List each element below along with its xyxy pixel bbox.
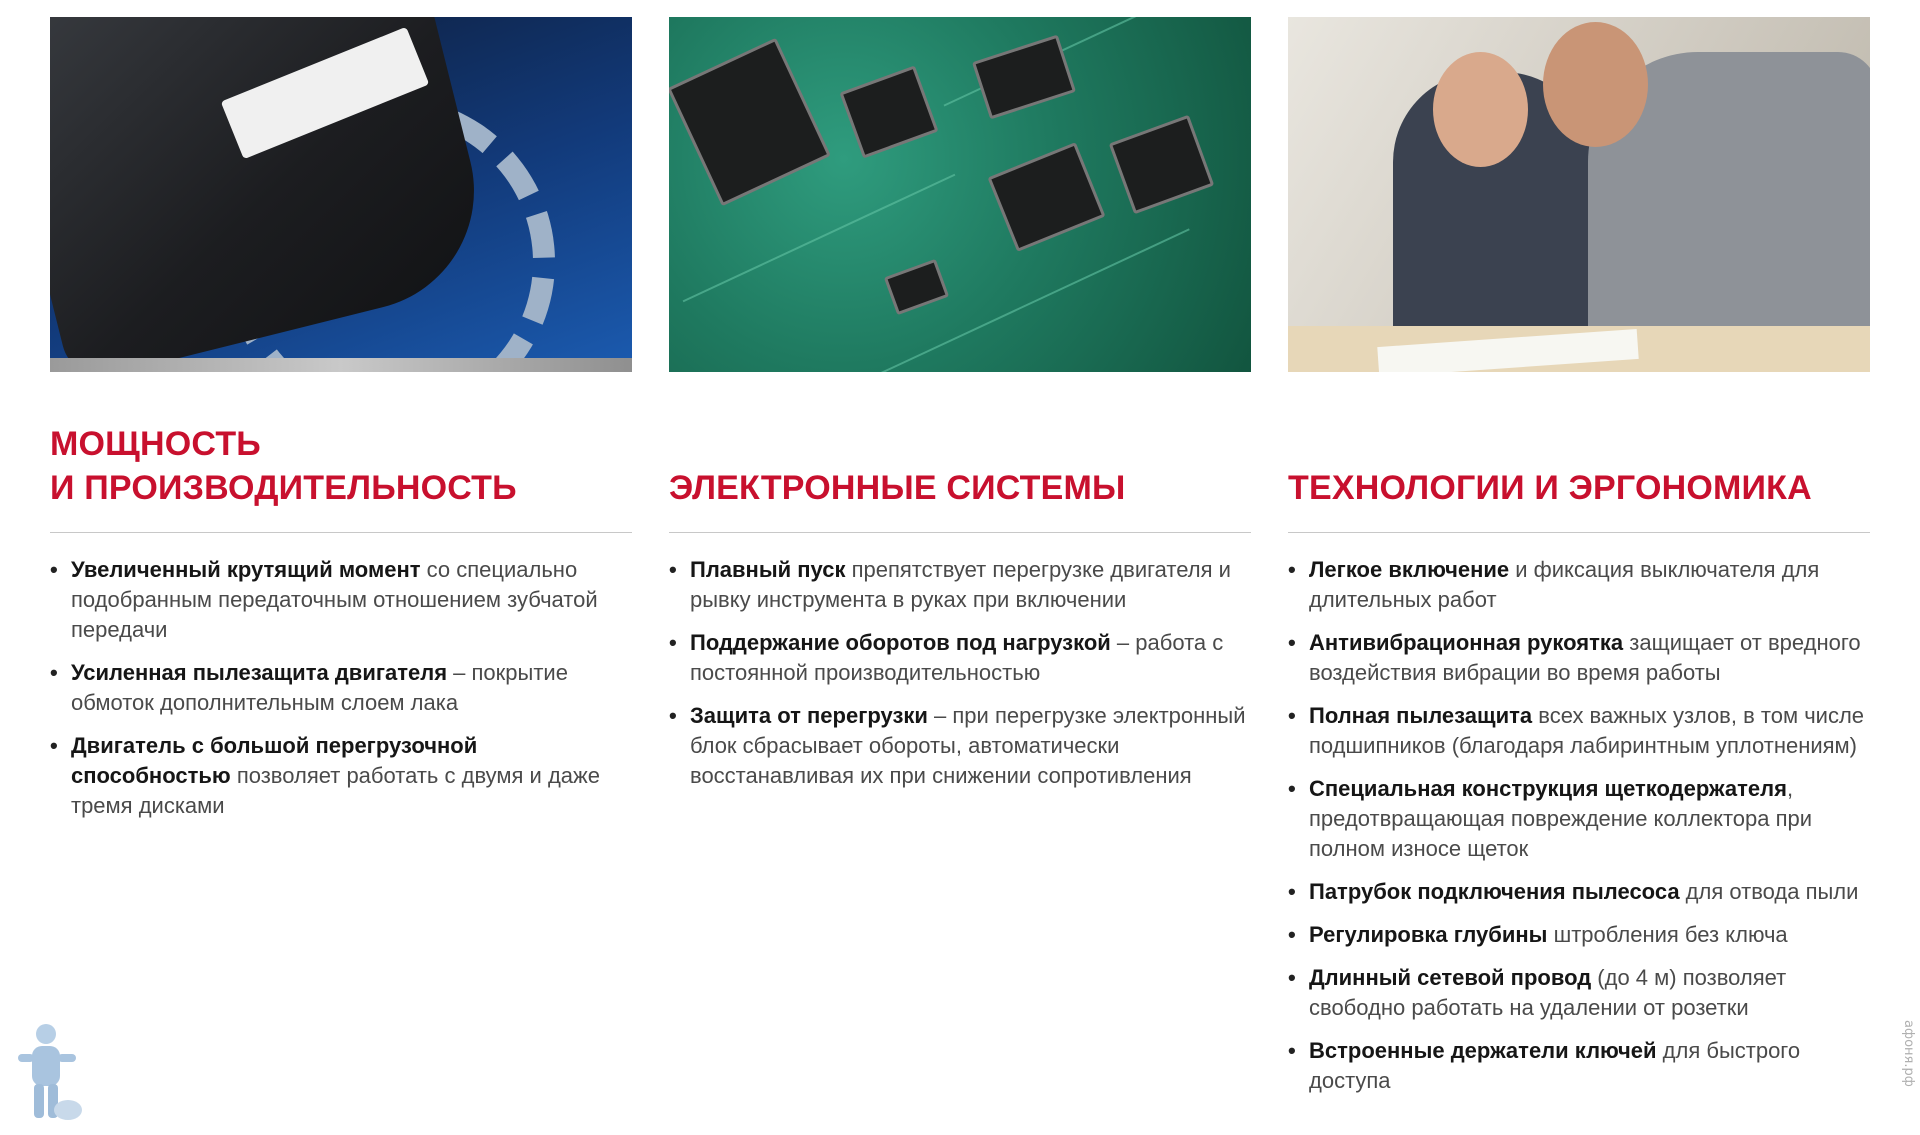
pcb-chip — [839, 65, 938, 158]
feature-title: Специальная конструкция щеткодержателя — [1309, 776, 1787, 801]
feature-item — [1288, 1036, 1870, 1096]
feature-column-ergonomics — [1288, 17, 1870, 1109]
feature-title: Усиленная пылезащита двигателя — [71, 660, 448, 685]
feature-title: Поддержание оборотов под нагрузкой — [690, 630, 1111, 655]
pcb-chip — [669, 38, 831, 207]
feature-title: Двигатель с большой перегрузочной способностью — [71, 733, 478, 788]
pcb-chip — [972, 35, 1076, 120]
feature-item — [1288, 920, 1870, 950]
feature-item — [1288, 774, 1870, 864]
feature-text: для отвода пыли — [1679, 879, 1859, 904]
feature-title: Встроенные держатели ключей — [1309, 1038, 1657, 1063]
feature-title: Патрубок подключения пылесоса — [1309, 879, 1680, 904]
site-watermark: афоня.рф — [1901, 1020, 1916, 1087]
heading-wrap — [50, 402, 632, 510]
feature-item — [50, 731, 632, 821]
feature-title: Увеличенный крутящий момент — [71, 557, 421, 582]
feature-item — [1288, 701, 1870, 761]
heading-divider — [50, 532, 632, 533]
feature-text: штробления без ключа — [1547, 922, 1788, 947]
feature-item — [50, 555, 632, 645]
feature-title: Длинный сетевой провод — [1309, 965, 1592, 990]
feature-text: (до 4 м) позволяет свободно работать на удалении от розетки — [1309, 965, 1787, 1020]
feature-title: Плавный пуск — [690, 557, 846, 582]
column-heading — [1288, 466, 1812, 510]
heading-divider — [669, 532, 1251, 533]
feature-text: – работа с постоянной производительностью — [690, 630, 1224, 685]
feature-text: препятствует перегрузке двигателя и рывку инструмента в руках при включении — [690, 557, 1231, 612]
feature-text: защищает от вредного воздействия вибрации во время работы — [1309, 630, 1861, 685]
power-tool-photo — [50, 17, 632, 372]
feature-text: – при перегрузке электронный блок сбрасывает обороты, автоматически восстанавливая их при снижении сопротивления — [690, 703, 1246, 788]
feature-item — [669, 555, 1251, 615]
feature-list — [669, 555, 1251, 791]
feature-item — [669, 628, 1251, 688]
feature-text: со специально подобранным передаточным отношением зубчатой передачи — [71, 557, 598, 642]
pcb-chip — [884, 259, 949, 315]
column-heading — [669, 466, 1126, 510]
feature-title: Легкое включение — [1309, 557, 1510, 582]
feature-column-power — [50, 17, 632, 834]
pcb-chip — [1109, 115, 1215, 215]
column-heading — [50, 422, 517, 510]
feature-text: – покрытие обмоток дополнительным слоем лака — [71, 660, 568, 715]
workshop-photo — [1288, 17, 1870, 372]
heading-line: МОЩНОСТЬ — [50, 425, 261, 463]
pcb-chip — [987, 142, 1105, 252]
heading-line: ЭЛЕКТРОННЫЕ СИСТЕМЫ — [669, 469, 1126, 507]
heading-line: ТЕХНОЛОГИИ И ЭРГОНОМИКА — [1288, 469, 1812, 507]
feature-column-electronics — [669, 17, 1251, 804]
feature-item — [50, 658, 632, 718]
heading-divider — [1288, 532, 1870, 533]
heading-wrap — [1288, 402, 1870, 510]
feature-title: Антивибрационная рукоятка — [1309, 630, 1624, 655]
feature-text: всех важных узлов, в том числе подшипников (благодаря лабиринтным уплотнениям) — [1309, 703, 1865, 758]
plumber-mascot-icon — [8, 1020, 84, 1126]
feature-list — [1288, 555, 1870, 1096]
feature-item — [669, 701, 1251, 791]
feature-item — [1288, 628, 1870, 688]
feature-title: Защита от перегрузки — [690, 703, 928, 728]
ground-surface — [50, 358, 632, 372]
worker-woman-head — [1433, 52, 1528, 167]
feature-item — [1288, 963, 1870, 1023]
circuit-board-photo — [669, 17, 1251, 372]
feature-text: для быстрого доступа — [1309, 1038, 1801, 1093]
feature-item — [1288, 877, 1870, 907]
feature-text: позволяет работать с двумя и даже тремя дисками — [71, 763, 600, 818]
feature-text: и фиксация выключателя для длительных работ — [1309, 557, 1820, 612]
heading-line: И ПРОИЗВОДИТЕЛЬНОСТЬ — [50, 469, 517, 507]
heading-wrap — [669, 402, 1251, 510]
worker-man-head — [1543, 22, 1648, 147]
feature-title: Регулировка глубины — [1309, 922, 1548, 947]
feature-list — [50, 555, 632, 821]
feature-item — [1288, 555, 1870, 615]
feature-title: Полная пылезащита — [1309, 703, 1533, 728]
feature-text: , предотвращающая повреждение коллектора при полном износе щеток — [1309, 776, 1813, 861]
pcb-trace — [808, 228, 1189, 372]
